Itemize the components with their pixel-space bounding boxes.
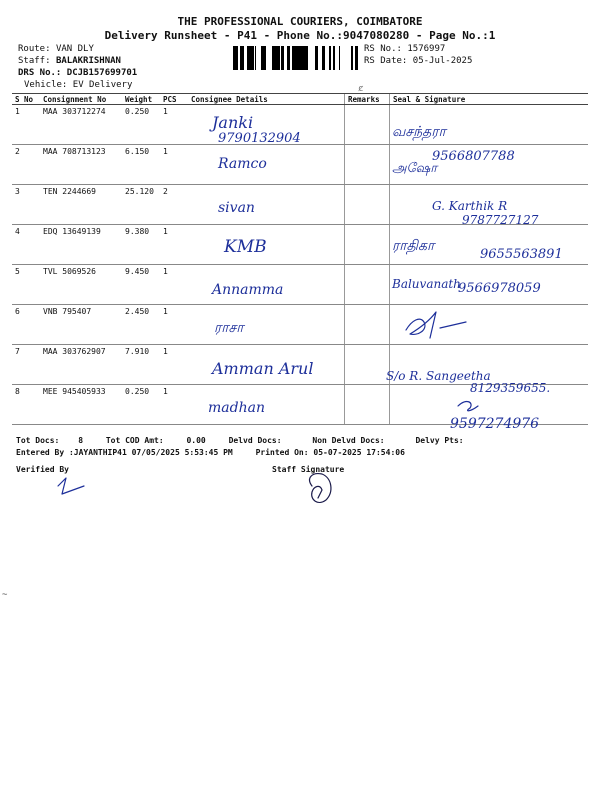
col-sno: S No bbox=[12, 94, 40, 105]
drs-label: DRS No.: bbox=[18, 68, 62, 78]
consignee-hw-5: Annamma bbox=[212, 282, 284, 298]
pcs-cell: 1 bbox=[160, 105, 188, 145]
delvd-label: Delvd Docs: bbox=[228, 436, 282, 445]
col-consignment: Consignment No bbox=[40, 94, 122, 105]
consignment-cell: MAA 303762907 bbox=[40, 345, 122, 385]
printed-on: Printed On: 05-07-2025 17:54:06 bbox=[255, 448, 405, 457]
sno-cell: 3 bbox=[12, 185, 40, 225]
seal-scribble-8 bbox=[458, 402, 478, 411]
seal-hw-1: வசந்தரா bbox=[392, 124, 446, 140]
entered-line bbox=[16, 448, 405, 457]
sno-cell: 7 bbox=[12, 345, 40, 385]
tot-cod-label: Tot COD Amt: bbox=[105, 436, 164, 445]
staff-signature-mark bbox=[310, 474, 331, 503]
staff-signature-text: Staff Signature bbox=[272, 465, 345, 474]
weight-cell: 0.250 bbox=[122, 385, 160, 425]
rs-no-label: RS No.: bbox=[364, 44, 402, 54]
seal-hw-3: G. Karthik R bbox=[432, 199, 508, 213]
seal-hw-5: Baluvanath bbox=[392, 277, 461, 291]
entered-by: Entered By :JAYANTHIP41 07/05/2025 5:53:45 PM bbox=[16, 448, 233, 457]
pcs-cell: 1 bbox=[160, 385, 188, 425]
phone-hw-3: 9787727127 bbox=[462, 213, 539, 227]
delvy-pts-label: Delvy Pts: bbox=[415, 436, 464, 445]
sno-cell: 5 bbox=[12, 265, 40, 305]
seal-hw-4: ராதிகா bbox=[392, 238, 435, 254]
non-delvd-label: Non Delvd Docs: bbox=[312, 436, 385, 445]
route-label: Route: bbox=[18, 44, 51, 54]
sno-cell: 8 bbox=[12, 385, 40, 425]
consignee-hw-6: ராசா bbox=[214, 320, 244, 336]
sno-cell: 6 bbox=[12, 305, 40, 345]
consignee-hw-1: Janki bbox=[212, 113, 254, 132]
consignment-cell: TEN 2244669 bbox=[40, 185, 122, 225]
phone-hw-7: 8129359655. bbox=[470, 381, 551, 395]
weight-cell: 25.120 bbox=[122, 185, 160, 225]
consignment-cell: MAA 303712274 bbox=[40, 105, 122, 145]
sno-cell: 4 bbox=[12, 225, 40, 265]
pcs-cell: 1 bbox=[160, 145, 188, 185]
phone-hw-2: 9566807788 bbox=[432, 149, 515, 164]
verified-by-mark bbox=[58, 478, 84, 494]
consignee-hw-8: madhan bbox=[208, 400, 265, 416]
consignment-cell: MAA 708713123 bbox=[40, 145, 122, 185]
consignment-cell: EDQ 13649139 bbox=[40, 225, 122, 265]
staff-value: BALAKRISHNAN bbox=[55, 56, 121, 66]
consignment-cell: VNB 795407 bbox=[40, 305, 122, 345]
pen-mark: ȼ bbox=[358, 84, 364, 94]
totals-line bbox=[16, 436, 464, 445]
pcs-cell: 1 bbox=[160, 345, 188, 385]
consignee-hw-3: sivan bbox=[218, 200, 255, 216]
pcs-cell: 1 bbox=[160, 225, 188, 265]
weight-cell: 2.450 bbox=[122, 305, 160, 345]
consignee-hw-4: KMB bbox=[224, 237, 267, 257]
phone-hw-5: 9566978059 bbox=[458, 281, 541, 296]
consignment-cell: MEE 945405933 bbox=[40, 385, 122, 425]
staff-signature-label bbox=[272, 465, 344, 474]
col-pcs: PCS bbox=[160, 94, 188, 105]
pcs-cell: 1 bbox=[160, 265, 188, 305]
rs-date-value: 05-Jul-2025 bbox=[412, 56, 473, 66]
phone-hw-1: 9790132904 bbox=[218, 131, 301, 146]
vehicle-label: Vehicle: bbox=[24, 80, 68, 90]
pcs-cell: 2 bbox=[160, 185, 188, 225]
rs-no-value: 1576997 bbox=[407, 44, 446, 54]
consignee-hw-2: Ramco bbox=[218, 156, 267, 172]
weight-cell: 7.910 bbox=[122, 345, 160, 385]
tot-cod-value: 0.00 bbox=[186, 436, 206, 445]
verified-by-label bbox=[16, 465, 69, 474]
col-weight: Weight bbox=[122, 94, 160, 105]
consignee-hw-7: Amman Arul bbox=[212, 359, 314, 378]
consignment-cell: TVL 5069526 bbox=[40, 265, 122, 305]
margin-mark: ~ bbox=[2, 590, 8, 600]
runsheet-title: Delivery Runsheet - P41 - Phone No.:9047080280 - Page No.:1 bbox=[104, 29, 496, 42]
drs-value: DCJB157699701 bbox=[66, 68, 138, 78]
phone-hw-4: 9655563891 bbox=[480, 247, 563, 262]
weight-cell: 6.150 bbox=[122, 145, 160, 185]
phone-hw-8: 9597274976 bbox=[450, 416, 540, 432]
sno-cell: 2 bbox=[12, 145, 40, 185]
weight-cell: 9.450 bbox=[122, 265, 160, 305]
pcs-cell: 1 bbox=[160, 305, 188, 345]
col-seal: Seal & Signature bbox=[390, 94, 589, 105]
verified-by-text: Verified By bbox=[16, 465, 69, 474]
weight-cell: 0.250 bbox=[122, 105, 160, 145]
weight-cell: 9.380 bbox=[122, 225, 160, 265]
rs-date-label: RS Date: bbox=[364, 56, 408, 66]
vehicle-value: EV Delivery bbox=[72, 80, 133, 90]
seal-hw-7: S/o R. Sangeetha bbox=[386, 369, 491, 383]
col-remarks: Remarks bbox=[345, 94, 390, 105]
sno-cell: 1 bbox=[12, 105, 40, 145]
col-consignee: Consignee Details bbox=[188, 94, 345, 105]
route-value: VAN DLY bbox=[55, 44, 94, 54]
seal-hw-2: அஷோ bbox=[392, 161, 438, 176]
tot-docs-label: Tot Docs: bbox=[16, 436, 60, 445]
company-title: THE PROFESSIONAL COURIERS, COIMBATORE bbox=[177, 15, 423, 28]
seal-scribble-6 bbox=[406, 312, 466, 338]
staff-label: Staff: bbox=[18, 56, 51, 66]
tot-docs-value: 8 bbox=[78, 436, 84, 445]
